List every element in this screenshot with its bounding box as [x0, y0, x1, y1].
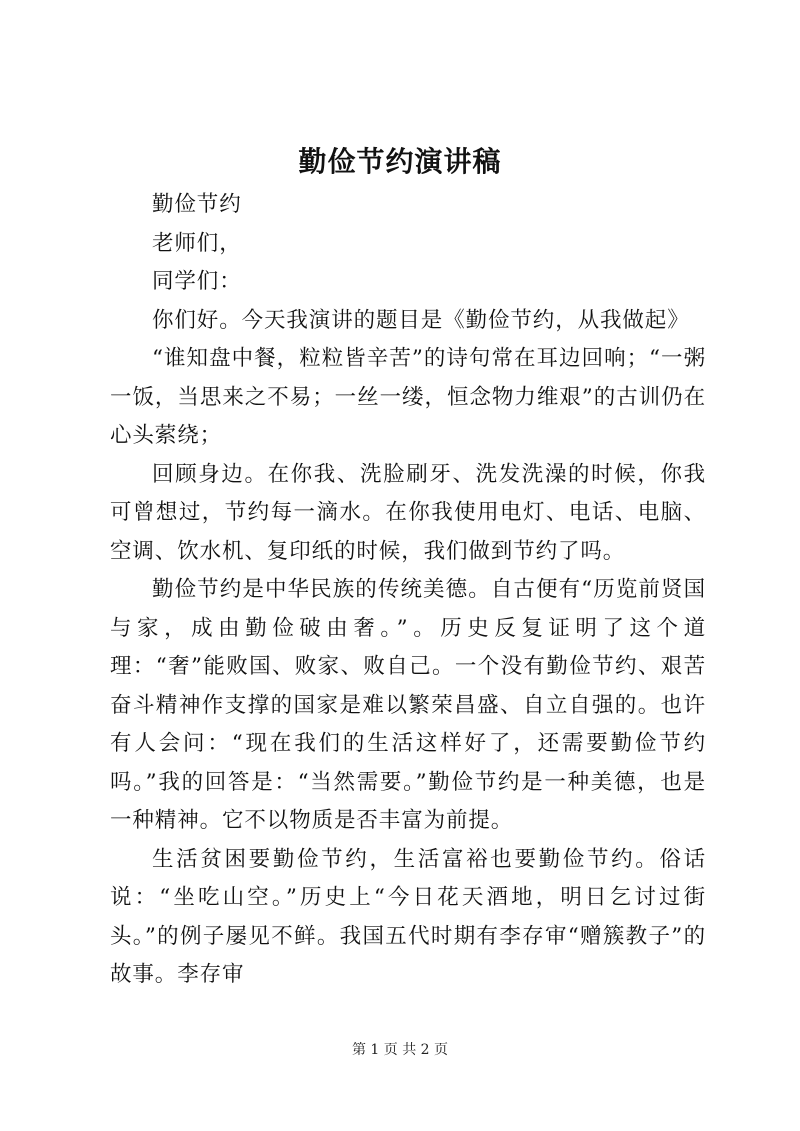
paragraph-history: 生活贫困要勤俭节约，生活富裕也要勤俭节约。俗话说：“坐吃山空。”历史上“今日花天酒地，明日乞讨过街头。”的例子屡见不鲜。我国五代时期有李存审“赠簇教子”的故事。李存审 [110, 846, 706, 987]
document-body [110, 186, 706, 995]
document-title: 勤俭节约演讲稿 [298, 145, 502, 178]
page-number-footer: 第 1 页 共 2 页 [351, 1042, 449, 1058]
paragraph-salutation-students: 同学们： [152, 269, 242, 294]
paragraph-greeting: 你们好。今天我演讲的题目是《勤俭节约，从我做起》 [152, 307, 690, 333]
paragraph-salutation-teachers: 老师们， [152, 230, 242, 256]
paragraph-poem: “谁知盘中餐，粒粒皆辛苦”的诗句常在耳边回响；“一粥一饭，当思来之不易；一丝一缕，恒念物力维艰”的古训仍在心头萦绕； [110, 346, 706, 448]
paragraph-reflection: 回顾身边。在你我、洗脸刷牙、洗发洗澡的时候，你我可曾想过，节约每一滴水。在你我使用电灯、电话、电脑、空调、饮水机、复印纸的时候，我们做到节约了吗。 [110, 461, 706, 564]
paragraph-heading: 勤俭节约 [152, 192, 242, 217]
paragraph-virtue: 勤俭节约是中华民族的传统美德。自古便有“历览前贤国与家，成由勤俭破由奢。”。历史反复证明了这个道理：“奢”能败国、败家、败自己。一个没有勤俭节约、艰苦奋斗精神作支撑的国家是难以繁荣昌盛、自立自强的。也许有人会问：“现在我们的生活这样好了，还需要勤俭节约吗。”我的回答是：“当然需要。”勤俭节约是一种美德，也是一种精神。它不以物质是否丰富为前提。 [110, 577, 706, 833]
